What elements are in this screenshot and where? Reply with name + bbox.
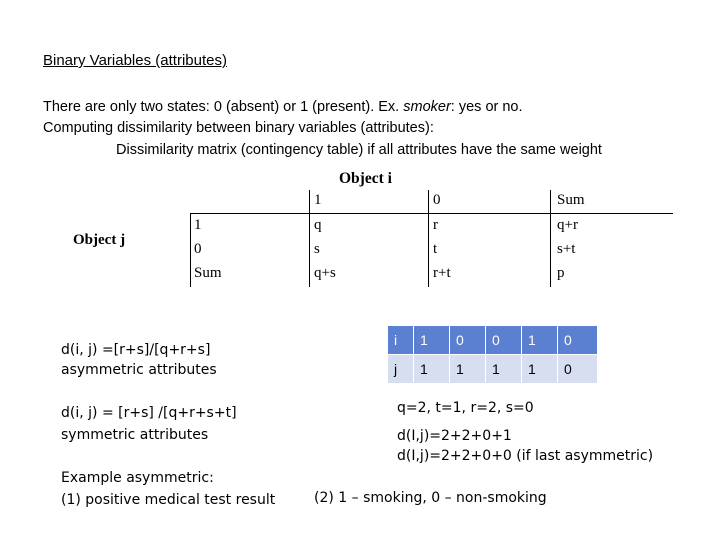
row-j-value: 1 xyxy=(414,355,449,383)
object-j-label: Object j xyxy=(73,232,126,248)
cell-q: q xyxy=(314,217,322,233)
smoking-note: (2) 1 – smoking, 0 – non-smoking xyxy=(314,490,547,506)
example-item: (1) positive medical test result xyxy=(61,492,276,508)
cell-p: p xyxy=(557,265,565,281)
row-i-label: i xyxy=(388,326,413,354)
asym-formula: d(i, j) =[r+s]/[q+r+s] xyxy=(61,342,211,358)
intro-line-1-em: smoker xyxy=(403,99,451,115)
row-header-sum: Sum xyxy=(194,265,222,281)
dissimilarity-symmetric: d(I,j)=2+2+0+1 xyxy=(397,428,512,444)
col-header-0: 0 xyxy=(433,192,441,208)
cell-s-plus-t: s+t xyxy=(557,241,576,257)
cell-t: t xyxy=(433,241,438,257)
table-col-divider-2 xyxy=(428,190,429,287)
table-col-divider-3 xyxy=(550,190,551,287)
row-i-value: 0 xyxy=(450,326,485,354)
intro-line-2: Computing dissimilarity between binary variables (attributes): xyxy=(43,120,434,136)
table-row-header-divider xyxy=(190,213,191,287)
table-col-divider-1 xyxy=(309,190,310,287)
slide-title: Binary Variables (attributes) xyxy=(43,52,227,69)
cell-q-plus-s: q+s xyxy=(314,265,336,281)
counts-text: q=2, t=1, r=2, s=0 xyxy=(397,400,534,416)
col-header-1: 1 xyxy=(314,192,322,208)
row-j-value: 0 xyxy=(558,355,597,383)
row-header-1: 1 xyxy=(194,217,202,233)
row-j-value: 1 xyxy=(522,355,557,383)
example-title: Example asymmetric: xyxy=(61,470,214,486)
cell-r-plus-t: r+t xyxy=(433,265,451,281)
cell-q-plus-r: q+r xyxy=(557,217,578,233)
row-j-value: 1 xyxy=(486,355,521,383)
intro-line-1-pre: There are only two states: 0 (absent) or 1 (present). Ex. xyxy=(43,99,404,115)
row-i-value: 0 xyxy=(486,326,521,354)
sym-label: symmetric attributes xyxy=(61,427,209,443)
row-j-value: 1 xyxy=(450,355,485,383)
intro-line-1 xyxy=(43,97,523,117)
row-i-value: 0 xyxy=(558,326,597,354)
row-i-value: 1 xyxy=(522,326,557,354)
intro-line-1-post: : yes or no. xyxy=(450,99,523,115)
col-header-sum: Sum xyxy=(557,192,585,208)
object-i-label: Object i xyxy=(339,170,392,187)
cell-s: s xyxy=(314,241,320,257)
row-j-label: j xyxy=(388,355,413,383)
intro-line-3: Dissimilarity matrix (contingency table) if all attributes have the same weight xyxy=(116,142,602,158)
dissimilarity-asymmetric: d(I,j)=2+2+0+0 (if last asymmetric) xyxy=(397,448,654,464)
table-header-divider xyxy=(190,213,673,214)
row-header-0: 0 xyxy=(194,241,202,257)
sym-formula: d(i, j) = [r+s] /[q+r+s+t] xyxy=(61,405,237,421)
cell-r: r xyxy=(433,217,438,233)
row-i-value: 1 xyxy=(414,326,449,354)
asym-label: asymmetric attributes xyxy=(61,362,217,378)
